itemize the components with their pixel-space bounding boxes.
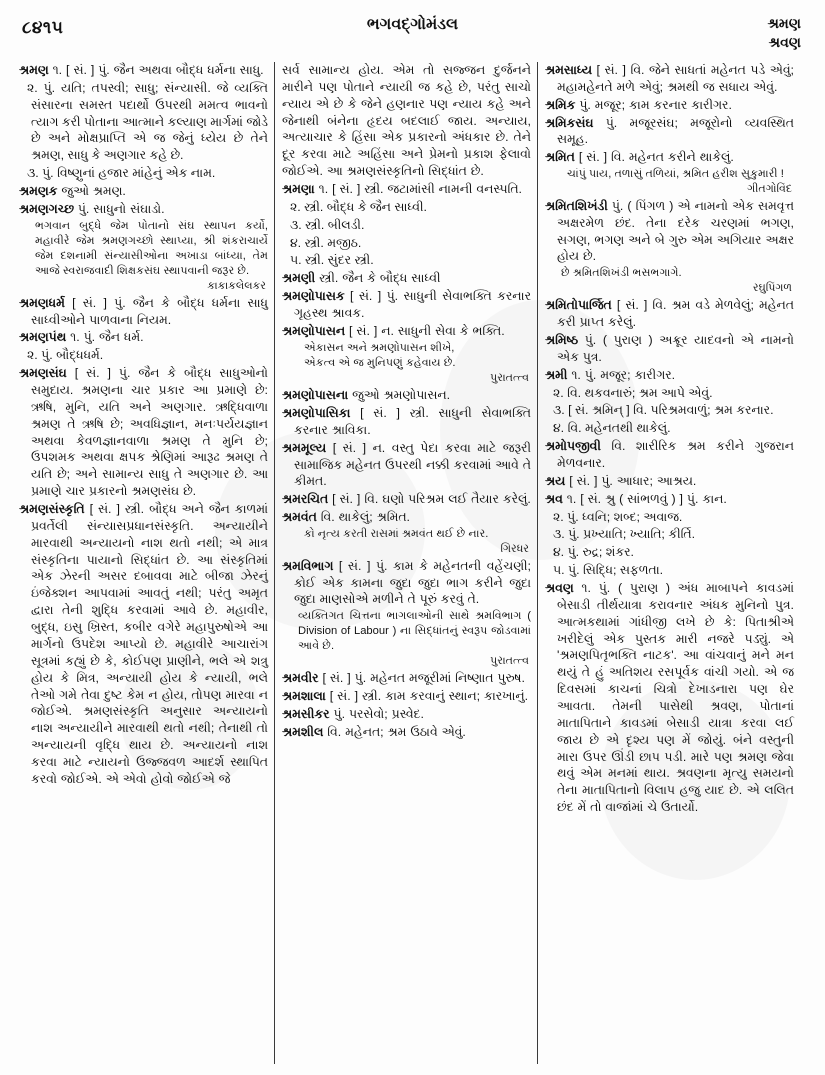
text-column-2 — [275, 62, 538, 1064]
entry-shramitshikhandi — [545, 198, 794, 265]
sense-shramanpanth-2: ૨. પું. બૌદ્ધધર્મ. — [27, 348, 104, 363]
entry-definition: [ સં. ] વિ. શ્રમ વડે મેળવેલું; મહેનત કરી પ્રાપ્ત કરેલું. — [557, 298, 794, 330]
entry-shramitoparjit — [545, 297, 794, 331]
entry-headword: શ્રમસાધ્ય — [545, 63, 592, 77]
entry-headword: શ્રમણા — [282, 182, 315, 197]
entry-shramansanskriti — [19, 501, 268, 788]
entry-definition: સ્ત્રી. જૈન કે બૌદ્ધ સાધ્વી — [315, 271, 441, 286]
verse-shramanopasan — [282, 341, 531, 372]
entry-definition: ૧. પું. મજૂર; કારીગર. — [567, 367, 676, 382]
entry-headword: શ્રમિતોપાર્જિત — [545, 298, 612, 313]
entry-headword: શ્રમી — [545, 367, 568, 382]
entry-shramopajivi — [545, 438, 794, 472]
page-number: ૮૪૧૫ — [22, 18, 64, 37]
verse-line: કો નૃત્ય કરતી રાસમાં શ્રમવંત થઈ છે નાર. — [304, 527, 489, 540]
verse-line: ચાંપું પાય, તળાસું તળિયાં, શ્રમિત હરીશ સુકુમારી ! — [567, 168, 784, 181]
entry-headword: શ્રમશાલા — [282, 689, 326, 704]
entry-headword: શ્રમિતશિખંડી — [545, 198, 608, 213]
entry-headword: શ્રમિકસંઘ — [545, 115, 594, 130]
entry-definition: [ સં. ] પું. સાધુની સેવાભક્તિ કરનાર ગૃહસ્થ શ્રાવક. — [294, 289, 531, 321]
entry-shramanopasana — [282, 387, 531, 404]
entry-headword: શ્રમણસંસ્કૃતિ — [19, 502, 85, 517]
sense-shrami-2: ૨. વિ. થકવનારું; શ્રમ આપે એવું. — [553, 385, 713, 400]
cite-shramanopasan: પુરાતત્ત્વ — [490, 372, 529, 385]
entry-shramandharm — [19, 295, 268, 329]
sense-shrami-3: ૩. [ સં. શ્રમિન્ ] વિ. પરિશ્રમવાળું; શ્રમ કરનાર. — [553, 403, 774, 418]
entry-definition: [ સં. ] સ્ત્રી. સાધુની સેવાભક્તિ કરનાર શ્રાવિકા. — [294, 405, 531, 437]
entry-definition: પું. ( પિંગળ ) એ નામનો એક સમવૃત્ત અક્ષરમેળ છંદ. તેના દરેક ચરણમાં ભગણ, સગણ, ભગણ અને બે ગુરુ એમ અગિયાર અક્ષર હોય છે. — [557, 198, 794, 264]
guide-words — [767, 14, 801, 52]
entry-shramit — [545, 149, 794, 166]
entry-definition: પું. ( પુરાણ ) અક્રૂર યાદવનો એ નામનો એક પુત્ર. — [557, 332, 794, 364]
entry-shramvir — [282, 670, 531, 687]
entry-shramanopasika — [282, 405, 531, 439]
entry-definition: [ સં. ] ન. વસ્તુ પેદા કરવા માટે જરૂરી સામાજિક મહેનત ઉપરથી નક્કી કરવામાં આવે તે કીમત. — [294, 440, 531, 489]
entry-headword: શ્રય — [545, 473, 566, 488]
entry-headword: શ્રમિષ્ઠ — [545, 332, 579, 347]
sense-shramana-2: ૨. સ્ત્રી. બૌદ્ધ કે જૈન સાધ્વી. — [290, 199, 427, 214]
entry-shramanak — [19, 183, 268, 200]
verse-line: એકાસન અને શ્રમણોપાસન શીખે, — [304, 341, 455, 354]
entry-shramanopasak — [282, 288, 531, 322]
sense-shrami-4: ૪. વિ. મહેનતથી થાકેલું. — [553, 421, 671, 436]
entry-headword: શ્રમણ — [19, 63, 49, 77]
sense-shramana-3: ૩. સ્ત્રી. બીલડી. — [290, 217, 365, 232]
entry-headword: શ્રમણપંથ — [19, 330, 67, 345]
sense-shraman-3: ૩. પું. વિષ્ણુનાં હજાર માંહેનું એક નામ. — [27, 166, 216, 181]
sense-shramana-4: ૪. સ્ત્રી. મજીઠ. — [290, 235, 362, 250]
entry-headword: શ્રમવીર — [282, 671, 319, 686]
column-container — [12, 62, 813, 1064]
entry-shramanopasan — [282, 323, 531, 340]
sense-shrav-5: ૫. પું. સિદ્ધિ; સફળતા. — [553, 563, 664, 578]
entry-definition: [ સં. ] વિ. મહેનત કરીને થાકેલું. — [574, 150, 734, 165]
entry-headword: શ્રમોપજીવી — [545, 439, 601, 454]
entry-headword: શ્રમવંત — [282, 510, 317, 525]
entry-shrav — [545, 491, 794, 508]
entry-definition: વિ. મહેનત; શ્રમ ઉઠાવે એવું. — [323, 724, 466, 739]
quote-shramitshikhandi: છે શ્રમિતશિખંડી ભસભગાગે. — [561, 267, 682, 280]
entry-headword: શ્રમણોપાસન — [282, 323, 346, 338]
entry-headword: શ્રમણોપાસિકા — [282, 405, 351, 420]
entry-shramana — [282, 181, 531, 198]
entry-headword: શ્રમણોપાસક — [282, 289, 345, 304]
entry-definition: જુઓ શ્રમણ. — [57, 184, 126, 199]
text-column-3 — [538, 62, 801, 1064]
entry-definition: વિ. થાકેલું; શ્રમિત. — [316, 510, 410, 525]
sense-shrav-3: ૩. પું. પ્રખ્યાતિ; ખ્યાતિ; કીર્તિ. — [553, 527, 696, 542]
cite-shramitshikhandi: રઘુપિંગળ — [752, 282, 792, 295]
entry-definition: [ સં. ] પું. જૈન કે બૌદ્ધ ધર્મના સાધુ સાધ્વીઓને પાળવાના નિયમ. — [31, 295, 268, 327]
quote-shramangachchh: ભગવાન બુદ્ધે જેમ પોતાનો સંઘ સ્થાપન કર્યો, મહાવીરે જેમ શ્રમણગચ્છો સ્થાપ્યા, શ્રી શંકરાચાર્યે જેમ દશનામી સંન્યાસીઓના અખાડા બાંધ્યા, તેમ આજે સ્વરાજવાદી શિક્ષકસંઘ સ્થાપવાની જરૂર છે. — [35, 219, 268, 277]
entry-headword: શ્રમણક — [19, 184, 58, 199]
entry-shramansangh — [19, 365, 268, 500]
entry-definition: [ સં. ] પું. કામ કે મહેનતની વહેંચણી; કોઈ એક કામના જુદા જુદા ભાગ કરીને જુદા જુદા માણસોએ મળીને તે પૂરું કરવું તે. — [294, 558, 531, 607]
verse-shramvant — [282, 527, 531, 543]
entry-definition: [ સં. ] સ્ત્રી. કામ કરવાનું સ્થાન; કારખાનું. — [325, 689, 529, 704]
entry-shramsikar — [282, 706, 531, 723]
entry-headword: શ્રમણોપાસના — [282, 388, 349, 403]
entry-definition: ૧. [ સં. શ્રુ ( સાંભળવું ) ] પું. કાન. — [562, 491, 727, 506]
entry-definition: [ સં. ] ન. સાધુની સેવા કે ભક્તિ. — [345, 323, 505, 338]
cite-shramangachchh: કાકાકલેલકર — [207, 279, 266, 292]
entry-shramshala — [282, 688, 531, 705]
entry-headword: શ્રમણગચ્છ — [19, 201, 74, 216]
runon-shramansanskriti: સર્વ સામાન્ય હોય. એમ તો સજ્જન દુર્જનને મારીને પણ પોતાને ન્યાયી જ કહે છે, પરંતુ સાચો ન્યાય એ છે કે જેને હણનાર પણ ન્યાય કહે અને જેનાથી બંનેના હૃદય બદલાઈ જાય. અન્યાય, અત્યાચાર કે હિંસા એક પ્રકારનો અંધકાર છે. તેને દૂર કરવા માટે અહિંસા અને પ્રેમનો પ્રકાશ ફેલાવો જોઈએ. આ શ્રમણસંસ્કૃતિનો સિદ્ધાંત છે. — [282, 63, 531, 179]
entry-definition: [ સં. ] વિ. જેને સાધતાં મહેનત પડે એવું; મહામહેનતે મળે એવું; શ્રમથી જ સધાય એવું. — [557, 63, 794, 94]
sense-shrav-2: ૨. પું. ધ્વનિ; શબ્દ; અવાજ. — [553, 509, 683, 524]
entry-definition: ૧. પું. જૈન ધર્મ. — [66, 330, 144, 345]
entry-definition: ૧. પું. ( પુરાણ ) અંધ માબાપને કાવડમાં બેસાડી તીર્થયાત્રા કરાવનાર અંધક મુનિનો પુત્ર. આત્મકથામાં ગાંધીજી લખે છે કે: પિતાશ્રીએ ખરીદેલું એક પુસ્તક મારી નજરે પડ્યું. એ 'શ્રમણપિતૃભક્તિ નાટક'. આ વાંચવાનું મને મન થયું તે હું અતિશય રસપૂર્વક વાંચી ગયો. એ જ દિવસમાં કાચનાં ચિત્રો દેખાડનારા પણ ઘેર આવતા. તેમની પાસેથી શ્રવણ, પોતાનાં માતાપિતાને કાવડમાં બેસાડી યાત્રા કરવા લઈ જાય છે એ દૃશ્ય પણ મેં જોયું. બંને વસ્તુની મારા ઉપર ઊંડી છાપ પડી. મારે પણ શ્રમણ જેવા થવું એમ મનમાં થાય. શ્રવણના મૃત્યુ સમયનો તેના માતાપિતાનો વિલાપ હજુ યાદ છે. એ લલિત છંદ મેં તો વાજાંમાં ચે ઉતાર્યો. — [557, 581, 794, 815]
entry-definition: ૧. [ સં. ] સ્ત્રી. જટામાંસી નામની વનસ્પતિ. — [314, 182, 523, 197]
entry-shramvibhag — [282, 558, 531, 609]
entry-definition: [ સં. ] સ્ત્રી. બૌદ્ધ અને જૈન કાળમાં પ્રવર્તેલી સંન્યાસપ્રધાનસંસ્કૃતિ. અન્યાયીને મારવાથી અન્યાયનો નાશ થતો નથી; એ માત્ર સંસ્કૃતિના પાયાનો સિદ્ધાંત છે. આ સંસ્કૃતિમાં એક ઝેરની અસર દબાવવા માટે બીજા ઝેરનું ઇંજેક્શન આપવામાં આવતું નથી; પરંતુ અમૃત દ્વારા તેની શુદ્ધિ કરવામાં આવે છે. મહાવીર, બુદ્ધ, ઇસુ ખ્રિસ્ત, કબીર વગેરે મહાપુરુષોએ આ માર્ગનો ઉપદેશ આપ્યો છે. મહાવીરે આચારાંગ સૂત્રમાં કહ્યું છે કે, કોઈપણ પ્રાણીને, ભલે એ શત્રુ હોય કે મિત્ર, અન્યાયી હોય કે ન્યાયી, ભલે તેઓ ગમે તેવા દુષ્ટ કેમ ન હોય, તોપણ મારવા ન જોઈએ. શ્રમણસંસ્કૃતિ અનુસાર અન્યાયનો નાશ અન્યાયીને મારવાથી થતો નથી; તેનાથી તો અન્યાયની વૃદ્ધિ થાય છે. અન્યાયનો નાશ કરવા માટે ન્યાયનો ઉજ્જવળ આદર્શ સ્થાપિત કરવો જોઈએ. એ એવો હોવો જોઈએ જે — [31, 502, 268, 786]
entry-definition: વિ. શારીરિક શ્રમ કરીને ગુજરાન મેળવનાર. — [557, 439, 794, 470]
cite-shramvant: ગિરધર — [500, 542, 529, 555]
entry-shravan — [545, 580, 794, 816]
entry-shramrachit — [282, 491, 531, 508]
entry-definition: ૧. [ સં. ] પું. જૈન અથવા બૌદ્ધ ધર્મના સાધુ. — [48, 63, 264, 77]
entry-headword: શ્રવ — [545, 491, 563, 506]
cite-shramit: ગીતગોવિંદ — [747, 182, 792, 195]
entry-shrami — [545, 367, 794, 384]
entry-headword: શ્રવણ — [545, 581, 574, 596]
entry-shramishth — [545, 332, 794, 366]
entry-definition: પું. સાધુનો સંઘાડો. — [73, 201, 165, 216]
entry-headword: શ્રમશીલ — [282, 724, 324, 739]
entry-definition: પું. પરસેવો; પ્રસ્વેદ. — [329, 706, 424, 721]
entry-definition: પું. મજૂર; કામ કરનાર કારીગર. — [575, 97, 732, 112]
sense-shrav-4: ૪. પું. રુદ્ર; શંકર. — [553, 545, 634, 560]
sense-shramana-5: ૫. સ્ત્રી. સુંદર સ્ત્રી. — [290, 253, 374, 268]
entry-headword: શ્રમિત — [545, 150, 575, 165]
entry-headword: શ્રમિક — [545, 97, 576, 112]
entry-headword: શ્રમમૂલ્ય — [282, 440, 327, 455]
entry-headword: શ્રમણી — [282, 271, 316, 286]
verse-line: એકત્વ એ જ મુનિપણું કહેવાય છે. — [304, 357, 456, 370]
cite-shramvibhag: પુરાતત્ત્વ — [490, 655, 529, 668]
entry-headword: શ્રમણધર્મ — [19, 295, 65, 310]
verse-shramit — [545, 167, 794, 183]
entry-headword: શ્રમણસંઘ — [19, 366, 67, 381]
entry-shramvant — [282, 509, 531, 526]
entry-definition: [ સં. ] વિ. ઘણો પરિશ્રમ લઈ તૈયાર કરેલું. — [328, 492, 531, 507]
entry-headword: શ્રમસીકર — [282, 706, 330, 721]
entry-shramik — [545, 97, 794, 114]
entry-definition: પું. મજૂરસંઘ; મજૂરોનો વ્યવસ્થિત સમૂહ. — [557, 115, 794, 147]
entry-definition: [ સં. ] પું. મહેનત મજૂરીમાં નિષ્ણાત પુરુષ. — [318, 671, 525, 686]
entry-definition: જુઓ શ્રમણોપાસન. — [348, 388, 451, 403]
entry-shramangachchh — [19, 201, 268, 218]
entry-headword: શ્રમવિભાગ — [282, 558, 334, 573]
guide-word-first: શ્રમણ — [767, 15, 801, 31]
entry-shrammulya — [282, 440, 531, 491]
text-column-1 — [12, 62, 275, 1064]
entry-shramanpanth — [19, 329, 268, 346]
quote-shramvibhag: વ્યક્તિગત ચિત્તના ભાગલાઓની સાથે શ્રમવિભાગ ( Division of Labour ) ના સિદ્ધાંતનું સ્વરૂપ જોડવામાં આવે છે. — [298, 610, 531, 653]
entry-shramshil — [282, 724, 531, 741]
book-title: ભગવદ્ગોમંડલ — [366, 16, 459, 33]
entry-shramsadhya — [545, 62, 794, 96]
guide-word-last: શ્રવણ — [768, 33, 801, 50]
page-header — [12, 14, 813, 60]
sense-shraman-2: ૨. પું. યતિ; તપસ્વી; સાધુ; સંન્યાસી. જે વ્યક્તિ સંસારના સમસ્ત પદાર્થો ઉપરથી મમત્વ ભાવનો ત્યાગ કરી પોતાના આત્માને કલ્યાણ માર્ગમાં જોડે છે અને મોક્ષપ્રાપ્તિ એ જ જેનું ધ્યેય છે તેને શ્રમણ, સાધુ કે અણગાર કહે છે. — [27, 80, 268, 163]
entry-headword: શ્રમરચિત — [282, 492, 329, 507]
entry-definition: [ સં. ] પું. આધાર; આશ્રય. — [565, 473, 697, 488]
entry-shraman — [19, 62, 268, 79]
entry-shramiksangh — [545, 115, 794, 149]
entry-definition: [ સં. ] પું. જૈન કે બૌદ્ધ સાધુઓનો સમુદાય. શ્રમણના ચાર પ્રકાર આ પ્રમાણે છે: ઋષિ, મુનિ, યતિ અને અણગાર. ઋદ્ધિવાળા શ્રમણ તે ઋષિ છે; અવધિજ્ઞાન, મનઃપર્યયજ્ઞાન અથવા કેવળજ્ઞાનવાળા શ્રમણ તે મુનિ છે; ઉપશમક અથવા ક્ષપક શ્રેણિમાં આરૂઢ શ્રમણ તે યતિ છે; અને સામાન્ય સાધુ તે અણગાર છે. આ પ્રમાણે ચાર પ્રકારનો શ્રમણસંઘ છે. — [31, 366, 268, 499]
entry-shramani — [282, 270, 531, 287]
entry-shray — [545, 473, 794, 490]
